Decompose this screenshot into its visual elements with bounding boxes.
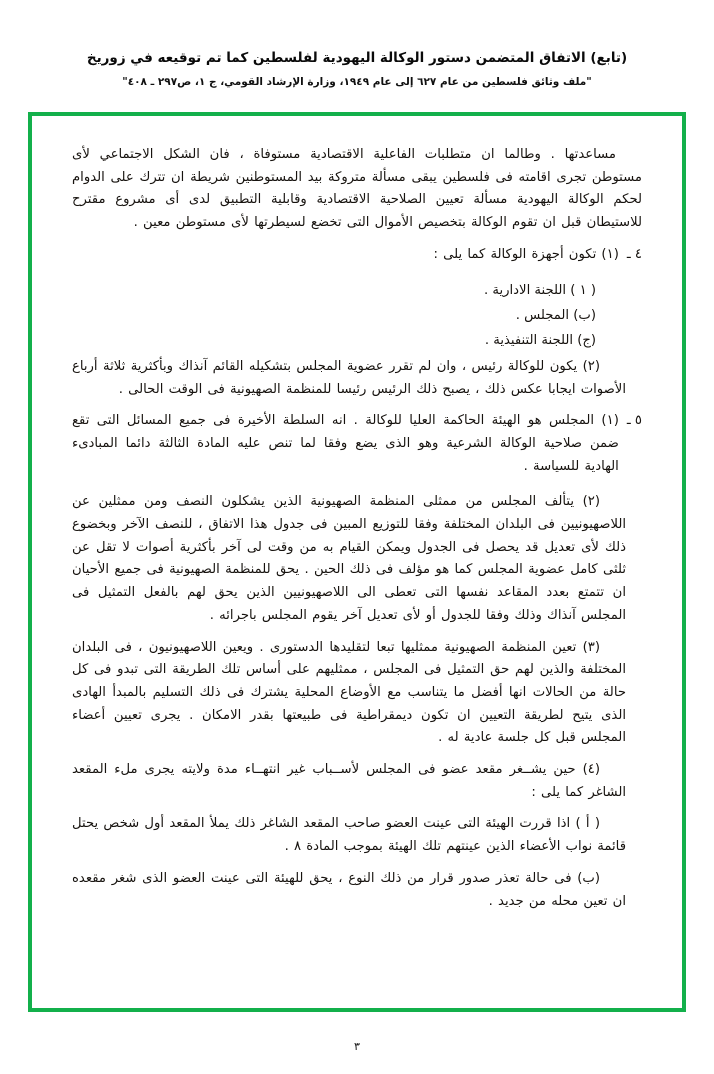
opening-paragraph: مساعدتها . وطالما ان متطلبات الفاعلية الاقتصادية مستوفاة ، فان الشكل الاجتماعي لأى مستوطن تجرى اقامته فى فلسطين يبقى مسألة متروكة بيد المستوطنين شريطة ان تترك على الدوام لحكم الوكالة اليهودية مسألة تعيين الصلاحية الاقتصادية وقابلية التطبيق لدى أى مشروع مقترح للاستيطان قبل ان تقوم الوكالة بتخصيص الأموال التى تخضع لسيطرتها لأى مستوطن معين . — [72, 147, 642, 231]
section-4 — [72, 244, 642, 274]
section-5-clause-4b: (ب) فى حالة تعذر صدور قرار من ذلك النوع ، يحق للهيئة التى عينت العضو الذى شغر مقعده ان تعين محله من جديد . — [72, 870, 626, 909]
section-5-clause-4a: ( أ ) اذا قررت الهيئة التى عينت العضو صاحب المقعد الشاغر ذلك يملأ المقعد أول شخص يحتل قائمة نواب الأعضاء الذين عينتهم تلك الهيئة بموجب المادة ٨ . — [72, 816, 626, 855]
section-5-clause-1: (١) المجلس هو الهيئة الحاكمة العليا للوكالة . انه السلطة الأخيرة فى جميع المسائل التى تقع ضمن صلاحية الوكالة الشرعية وهو الذى يضع وفقا لما تنص عليه المادة الثالثة دائما المبادىء الهادية للسياسة . — [72, 413, 619, 474]
section-5-clause-3: (٣) تعين المنظمة الصهيونية ممثليها تبعا لتقليدها الدستورى . ويعين اللاصهيونيون ، فى البلدان المختلفة والذين لهم حق التمثيل فى المجلس ، ممثليهم على أساس تلك الطريقة التى تبدو فى كل حالة من الحالات انها أفضل ما يتناسب مع الأوضاع المحلية يشترك فى ذلك التسليم بالمبدأ الهادى الذى يتيح لطريقة التعيين ان تكون ديمقراطية فى طبيعتها بقدر الامكان . يجرى تعيين أعضاء المجلس قبل كل جلسة عادية له . — [72, 639, 626, 746]
page-source-note: "ملف وثائق فلسطين من عام ٦٢٧ إلى عام ١٩٤٩، وزارة الإرشاد القومي، ج ١، ص٢٩٧ ـ ٤٠٨" — [122, 76, 592, 89]
list-item: (ج) اللجنة التنفيذية . — [484, 333, 596, 349]
section-4-number: ٤ ـ — [626, 246, 642, 262]
page-number: ٣ — [354, 1040, 360, 1053]
section-5-number: ٥ ـ — [626, 413, 642, 429]
list-item: ( ١ ) اللجنة الادارية . — [484, 282, 596, 298]
section-5 — [72, 410, 642, 485]
page-header — [0, 0, 714, 88]
section-4-body — [72, 244, 619, 274]
section-5-clause-4: (٤) حين يشــغر مقعد عضو فى المجلس لأســباب غير انتهــاء مدة ولايته يجرى ملء المقعد الشاغر كما يلى : — [72, 762, 626, 800]
section-4-lead: (١) تكون أجهزة الوكالة كما يلى : — [433, 246, 619, 262]
green-border-frame — [28, 112, 686, 1012]
document-body — [38, 122, 676, 1002]
page-title: (تابع) الاتفاق المتضمن دستور الوكالة اليهودية لفلسطين كما تم توقيعه في زوريخ — [86, 50, 628, 66]
section-4-clause-2: (٢) يكون للوكالة رئيس ، وان لم تقرر عضوية المجلس بتشكيله القائم آنذاك وبأكثرية ثلاثة أرباع الأصوات ايجابا عكس ذلك ، يصبح ذلك الرئيس رئيسا للمنظمة الصهيونية فى الوقت الحالى . — [72, 358, 626, 397]
section-5-body — [72, 410, 619, 485]
section-5-clause-2: (٢) يتألف المجلس من ممثلى المنظمة الصهيونية الذين يشكلون النصف ومن ممثلين عن اللاصهيونيين فى البلدان المختلفة وفقا للتوزيع المبين فى جدول هذا الاتفاق ، للنصف الآخر وبخضوع ذلك لأى تعديل قد يحصل فى الجدول ويمكن القيام به من وقت لى آخر بأكثرية أصوات لا تقل عن ثلثى كامل عضوية المجلس كما هو مؤلف فى ذلك الحين . يحق للمنظمة الصهيونية فى جميع الأحيان ان تتمتع بعدد المقاعد نفسها التى تعطى الى اللاصهيونيين الذين يحق لهم بالفعل التمثيل فى المجلس آنذاك وذلك وفقا للجدول أو لأى تعديل آخر يقوم المجلس باجرائه . — [72, 494, 626, 623]
list-item: (ب) المجلس . — [515, 307, 596, 323]
